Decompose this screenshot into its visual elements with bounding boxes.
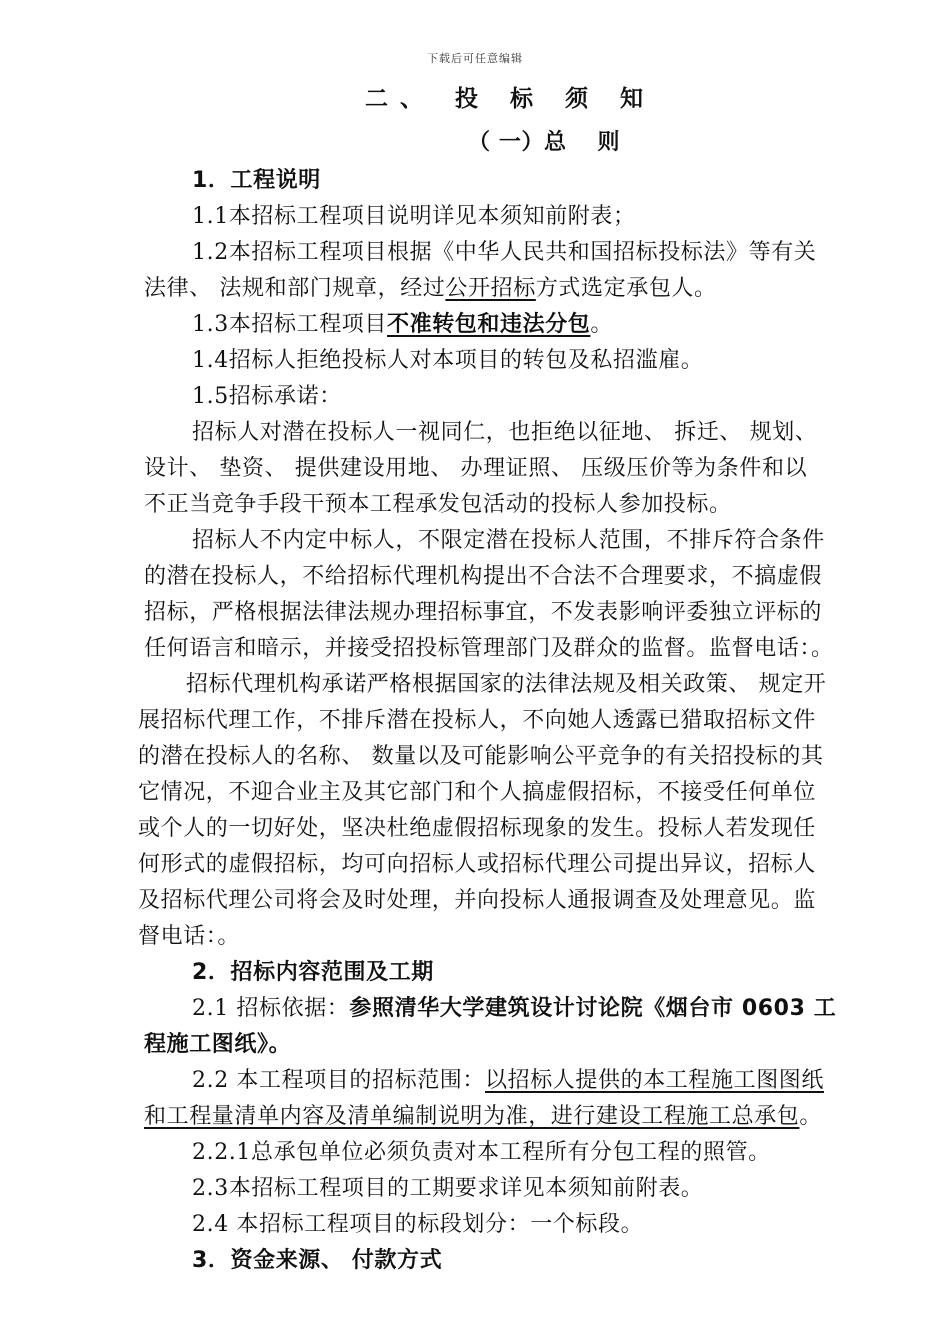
underlined-text: 公开招标 <box>445 276 536 301</box>
clause-1-2-line1 <box>192 238 816 268</box>
section-1-heading: 1．工程说明 <box>192 168 321 193</box>
section-2-heading: 2．招标内容范围及工期 <box>192 960 434 985</box>
clause-number: 1.2 <box>192 240 229 265</box>
clause-text: 招标依据： <box>228 996 350 1021</box>
clause-number: 1.5 <box>192 384 229 409</box>
underlined-text: 不准转包和违法分包 <box>387 312 591 337</box>
paragraph-line: 招标人对潜在投标人一视同仁，也拒绝以征地、 拆迁、 规划、 <box>192 420 818 445</box>
clause-text: 。 <box>799 1104 823 1129</box>
clause-text: 方式选定承包人。 <box>535 276 717 301</box>
clause-text: 。 <box>590 312 614 337</box>
paragraph-line: 展招标代理工作，不排斥潜在投标人，不向她人透露已猎取招标文件 <box>138 708 817 733</box>
page-header: 下载后可任意编辑 <box>427 52 523 65</box>
clause-text: 本招标工程项目根据《中华人民共和国招标投标法》等有关 <box>228 240 817 265</box>
clause-text: 法律、 法规和部门规章，经过 <box>144 276 446 301</box>
paragraph-line: 任何语言和暗示，并接受招投标管理部门及群众的监督。监督电话：。 <box>144 636 834 661</box>
paragraph-line: 不正当竞争手段干预本工程承发包活动的投标人参加投标。 <box>144 492 732 517</box>
clause-text: 本招标工程项目说明详见本须知前附表； <box>228 204 636 229</box>
clause-number: 2.2 <box>192 1068 229 1093</box>
paragraph-line: 的潜在投标人的名称、 数量以及可能影响公平竞争的有关招投标的其 <box>138 744 824 769</box>
clause-2-1-line2: 程施工图纸》。 <box>144 1032 292 1057</box>
clause-2-4 <box>192 1210 643 1240</box>
clause-1-4 <box>192 346 703 376</box>
paragraph-line: 或个人的一切好处，坚决杜绝虚假招标现象的发生。投标人若发现任 <box>138 816 817 841</box>
clause-number: 2.3 <box>192 1176 229 1201</box>
clause-number: 1.1 <box>192 204 229 229</box>
paragraph-line: 它情况，不迎合业主及其它部门和个人搞虚假招标，不接受任何单位 <box>138 780 817 805</box>
clause-number: 1.3 <box>192 312 229 337</box>
clause-text: 总承包单位必须负责对本工程所有分包工程的照管。 <box>250 1140 771 1165</box>
clause-text: 本招标工程项目的工期要求详见本须知前附表。 <box>228 1176 704 1201</box>
clause-2-2-line1 <box>192 1066 824 1096</box>
paragraph-line: 招标人不内定中标人，不限定潜在投标人范围，不排斥符合条件 <box>192 528 825 553</box>
paragraph-line: 督电话：。 <box>138 924 241 949</box>
clause-number: 2.2.1 <box>192 1140 251 1165</box>
clause-text: 本招标工程项目的标段划分：一个标段。 <box>228 1212 644 1237</box>
clause-1-2-line2 <box>144 274 717 304</box>
paragraph-line: 设计、 垫资、 提供建设用地、 办理证照、 压级压价等为条件和以 <box>144 456 808 481</box>
clause-text: 招标人拒绝投标人对本项目的转包及私招滥雇。 <box>228 348 704 373</box>
section-subtitle: （ 一）总 则 <box>468 130 621 155</box>
underlined-text: 和工程量清单内容及清单编制说明为准，进行建设工程施工总承包 <box>144 1104 800 1129</box>
clause-2-2-1 <box>192 1138 771 1168</box>
clause-2-2-line2 <box>144 1102 822 1132</box>
clause-2-1-line1 <box>192 994 836 1024</box>
clause-number: 1.4 <box>192 348 229 373</box>
clause-1-1 <box>192 202 636 232</box>
clause-1-3 <box>192 310 613 340</box>
document-title: 二、 投 标 须 知 <box>365 86 656 112</box>
paragraph-line: 及招标代理公司将会及时处理，并向投标人通报调查及处理意见。监 <box>138 888 817 913</box>
paragraph-line: 何形式的虚假招标，均可向招标人或招标代理公司提出异议，招标人 <box>138 852 817 877</box>
clause-number: 2.4 <box>192 1212 229 1237</box>
clause-text: 本工程项目的招标范围： <box>228 1068 485 1093</box>
paragraph-line: 的潜在投标人，不给招标代理机构提出不合法不合理要求，不搞虚假 <box>144 564 823 589</box>
bold-text: 参照清华大学建筑设计讨论院《烟台市 0603 工 <box>349 996 837 1021</box>
clause-text: 本招标工程项目 <box>228 312 387 337</box>
paragraph-line: 招标代理机构承诺严格根据国家的法律法规及相关政策、 规定开 <box>186 672 827 697</box>
paragraph-line: 招标，严格根据法律法规办理招标事宜，不发表影响评委独立评标的 <box>144 600 823 625</box>
section-3-heading: 3．资金来源、 付款方式 <box>192 1248 443 1273</box>
underlined-text: 以招标人提供的本工程施工图图纸 <box>485 1068 825 1093</box>
clause-2-3 <box>192 1174 703 1204</box>
clause-number: 2.1 <box>192 996 229 1021</box>
clause-1-5 <box>192 382 342 412</box>
clause-text: 招标承诺： <box>228 384 342 409</box>
